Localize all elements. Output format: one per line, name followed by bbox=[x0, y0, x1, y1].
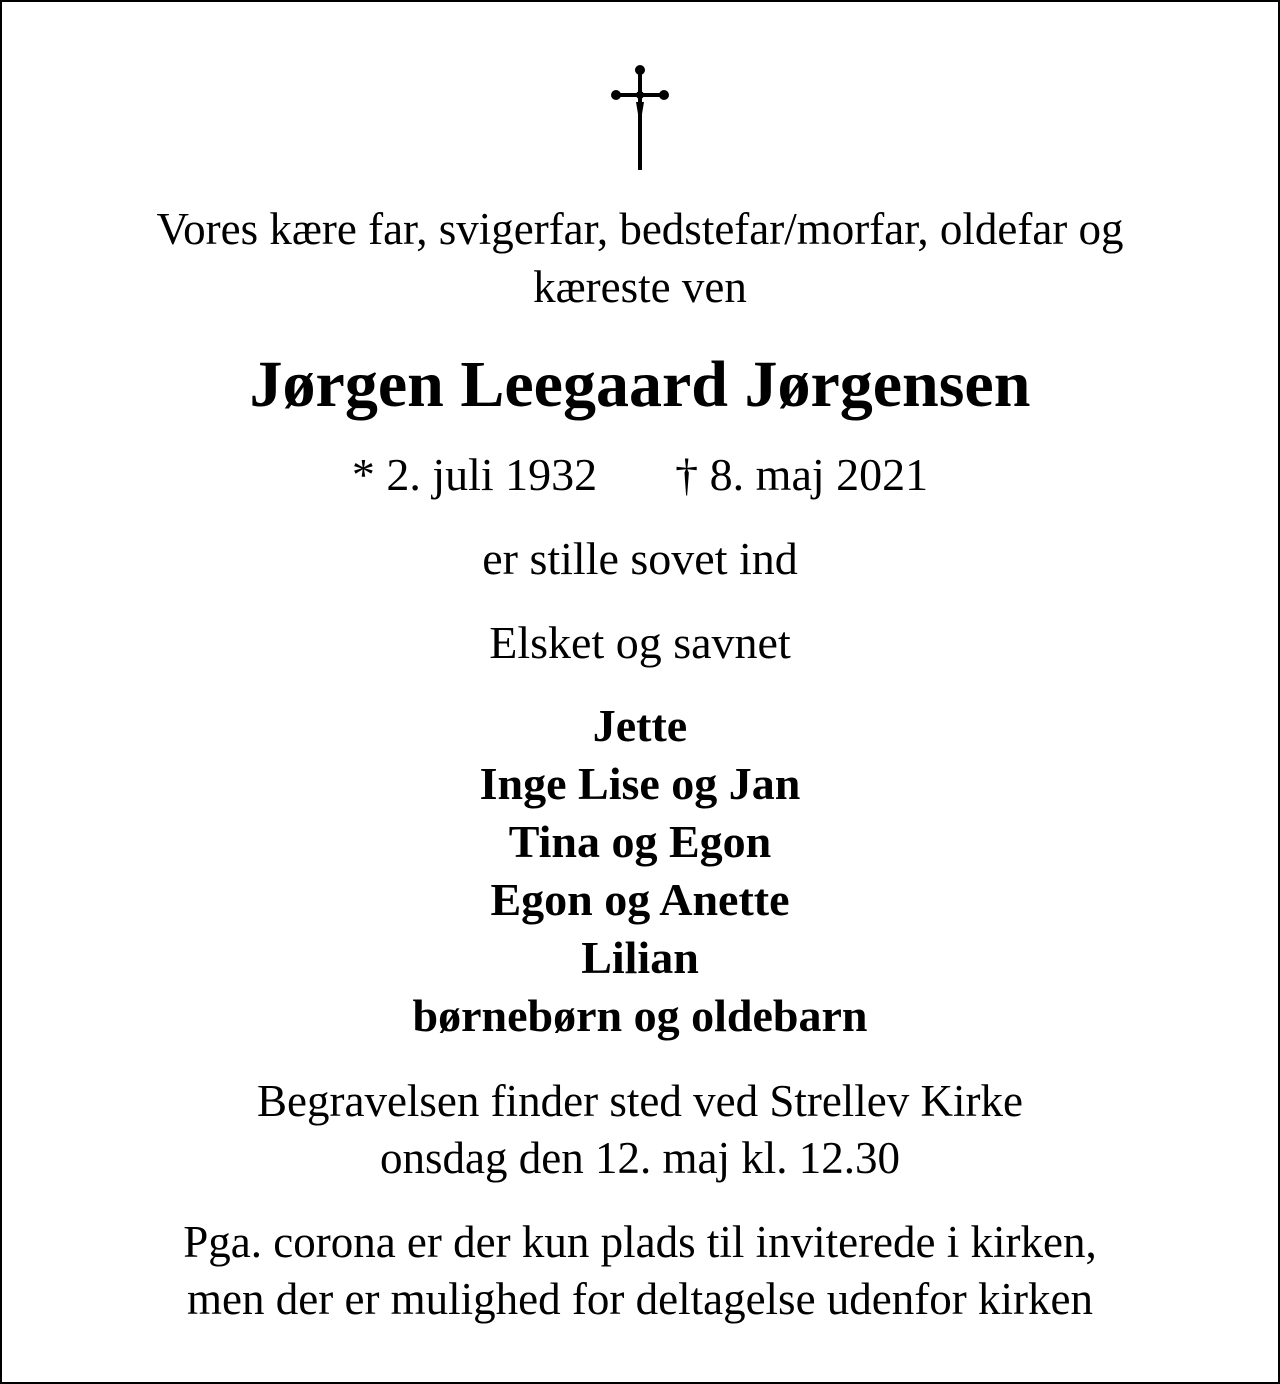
passed-text: er stille sovet ind bbox=[482, 533, 798, 584]
funeral-info bbox=[2, 1073, 1278, 1187]
life-dates bbox=[2, 446, 1278, 504]
family-member: Inge Lise og Jan bbox=[479, 758, 801, 809]
family-member: børnebørn og oldebarn bbox=[412, 990, 868, 1041]
family-member: Egon og Anette bbox=[490, 874, 790, 925]
intro-text bbox=[2, 200, 1278, 316]
family-list bbox=[2, 697, 1278, 1045]
death-date: † 8. maj 2021 bbox=[675, 449, 929, 500]
note-line-2: men der er mulighed for deltagelse udenfor kirken bbox=[187, 1274, 1093, 1324]
latin-cross-icon bbox=[610, 62, 670, 172]
intro-line-1: Vores kære far, svigerfar, bedstefar/morfar, oldefar og bbox=[156, 204, 1124, 254]
corona-note bbox=[2, 1214, 1278, 1328]
family-member: Jette bbox=[592, 700, 688, 751]
note-line-1: Pga. corona er der kun plads til inviterede i kirken, bbox=[183, 1217, 1097, 1267]
funeral-line-1: Begravelsen finder sted ved Strellev Kirke bbox=[257, 1076, 1023, 1126]
intro-line-2: kæreste ven bbox=[533, 262, 747, 312]
cross-icon-container bbox=[2, 62, 1278, 172]
birth-date: * 2. juli 1932 bbox=[351, 449, 598, 500]
loved-text: Elsket og savnet bbox=[489, 617, 791, 668]
deceased-name: Jørgen Leegaard Jørgensen bbox=[249, 348, 1031, 421]
family-member: Tina og Egon bbox=[508, 816, 772, 867]
funeral-line-2: onsdag den 12. maj kl. 12.30 bbox=[380, 1133, 900, 1183]
family-member: Lilian bbox=[581, 932, 699, 983]
